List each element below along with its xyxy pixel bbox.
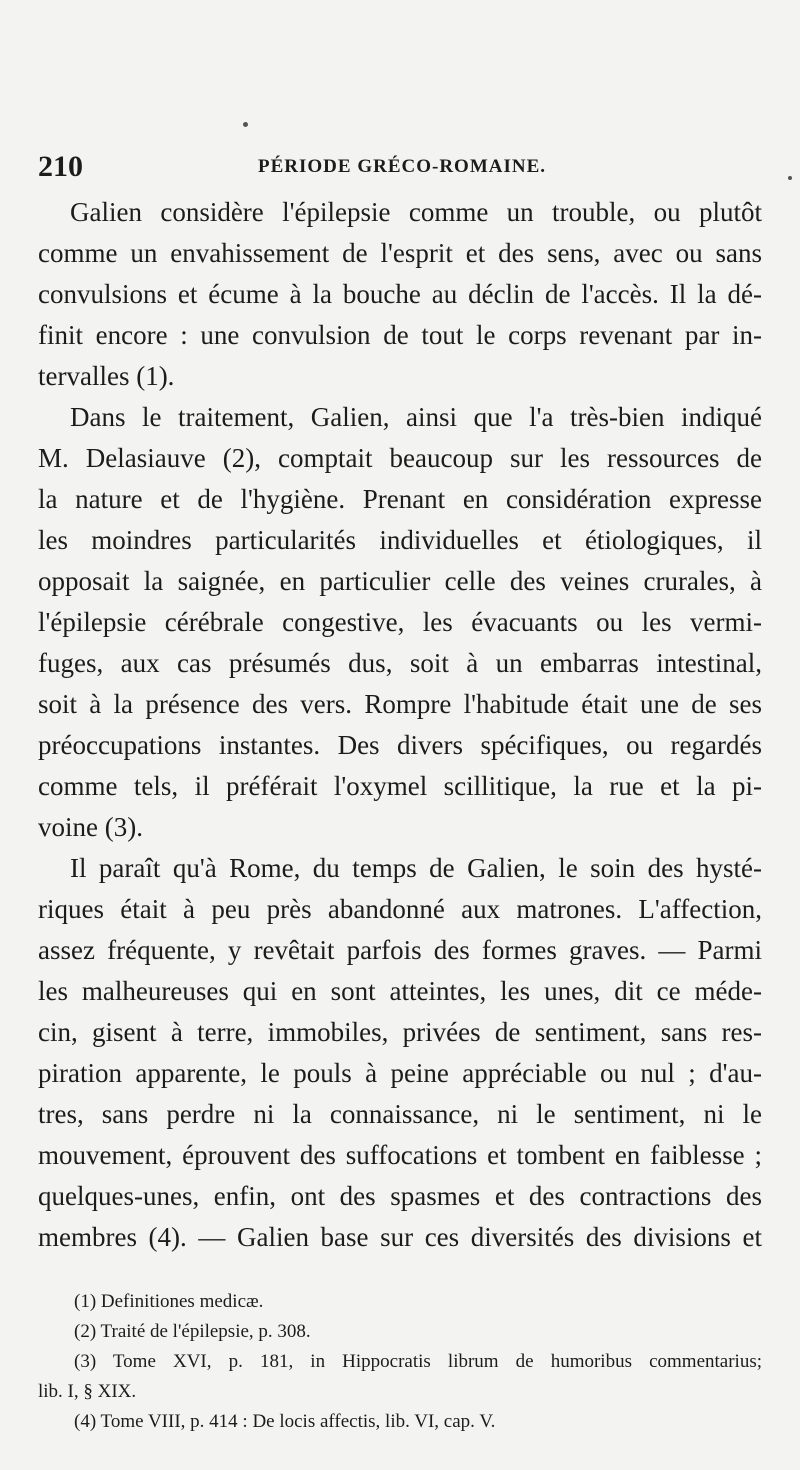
text-line: Dans le traitement, Galien, ainsi que l'a très-bien indiqué [70,402,762,432]
footnote-1: (1) Definitiones medicæ. [74,1291,264,1312]
text-line: tervalles (1). [38,361,175,391]
text-line: les moindres particularités individuelles et étiologiques, il [38,525,762,555]
footnote-4: (4) Tome VIII, p. 414 : De locis affectis, lib. VI, cap. V. [74,1411,496,1432]
text-line: piration apparente, le pouls à peine appréciable ou nul ; d'au- [38,1058,762,1088]
ink-speck [243,122,248,127]
text-line: riques était à peu près abandonné aux matrones. L'affection, [38,894,762,924]
text-line: la nature et de l'hygiène. Prenant en considération expresse [38,484,762,514]
text-line: quelques-unes, enfin, ont des spasmes et des contractions des [38,1181,762,1211]
text-line: Galien considère l'épilepsie comme un trouble, ou plutôt [70,197,762,227]
text-line: opposait la saignée, en particulier celle des veines crurales, à [38,566,762,596]
text-line: finit encore : une convulsion de tout le corps revenant par in- [38,320,762,350]
text-line: comme un envahissement de l'esprit et des sens, avec ou sans [38,238,762,268]
text-line: voine (3). [38,812,143,842]
running-title: PÉRIODE GRÉCO-ROMAINE. [258,156,547,177]
text-line: convulsions et écume à la bouche au déclin de l'accès. Il la dé- [38,279,762,309]
page-header [38,150,758,186]
text-line: tres, sans perdre ni la connaissance, ni le sentiment, ni le [38,1099,762,1129]
ink-speck [788,176,792,180]
text-line: les malheureuses qui en sont atteintes, les unes, dit ce méde- [38,976,762,1006]
text-line: mouvement, éprouvent des suffocations et tombent en faiblesse ; [38,1140,762,1170]
text-line: membres (4). — Galien base sur ces diversités des divisions et [38,1222,762,1252]
text-line: assez fréquente, y revêtait parfois des formes graves. — Parmi [38,935,762,965]
text-line: cin, gisent à terre, immobiles, privées de sentiment, sans res- [38,1017,762,1047]
page-number: 210 [38,150,83,183]
text-line: préoccupations instantes. Des divers spécifiques, ou regardés [38,730,762,760]
text-line: Il paraît qu'à Rome, du temps de Galien, le soin des hysté- [70,853,762,883]
text-line: soit à la présence des vers. Rompre l'habitude était une de ses [38,689,762,719]
text-line: l'épilepsie cérébrale congestive, les évacuants ou les vermi- [38,607,762,637]
footnote-2: (2) Traité de l'épilepsie, p. 308. [74,1321,311,1342]
text-line: comme tels, il préférait l'oxymel scillitique, la rue et la pi- [38,771,762,801]
footnote-3-continued: lib. I, § XIX. [38,1381,137,1402]
text-line: M. Delasiauve (2), comptait beaucoup sur les ressources de [38,443,762,473]
text-line: fuges, aux cas présumés dus, soit à un embarras intestinal, [38,648,762,678]
footnote-3: (3) Tome XVI, p. 181, in Hippocratis librum de humoribus commentarius; [74,1351,762,1372]
